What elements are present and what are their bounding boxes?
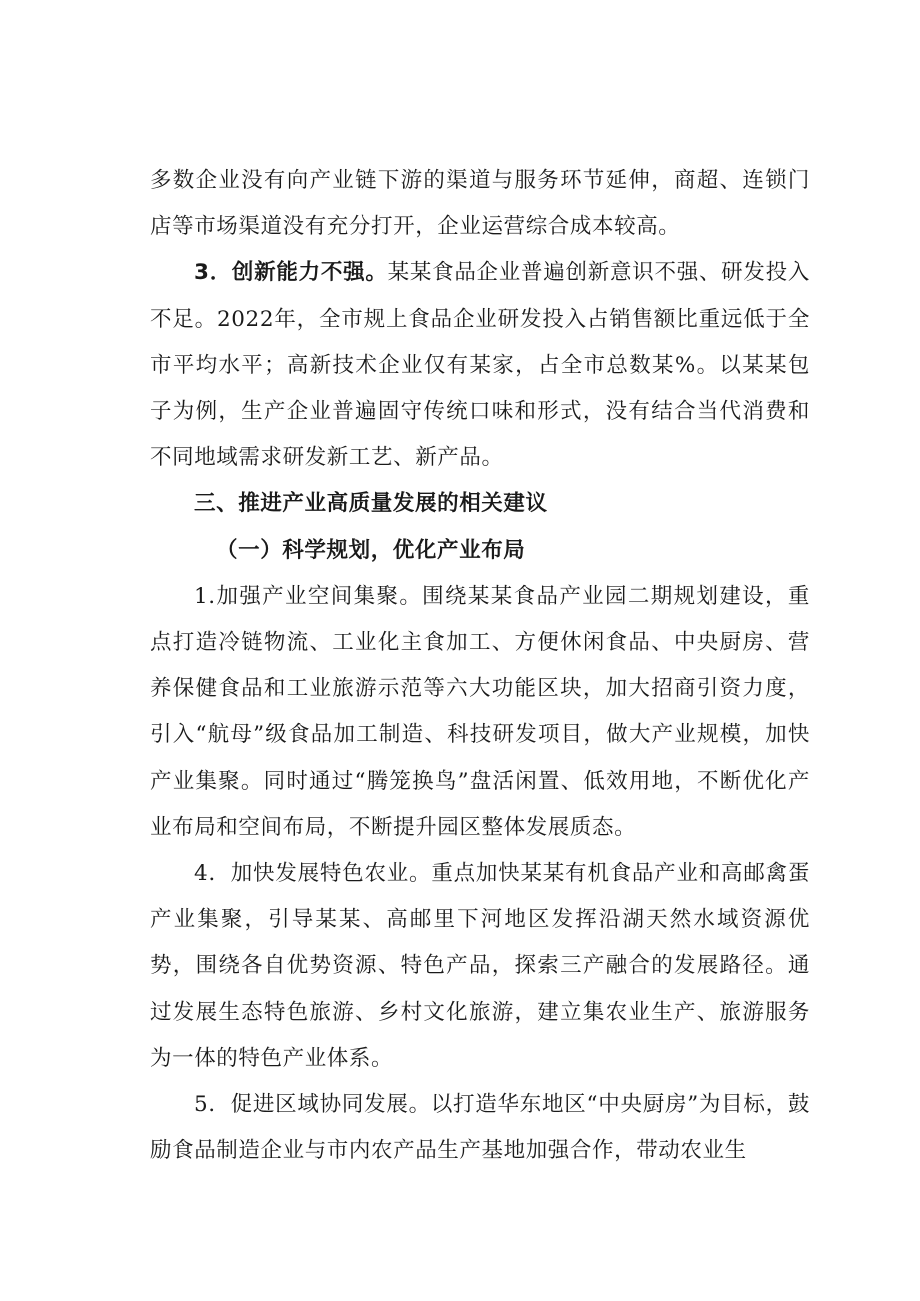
paragraph-channel-extension: 多数企业没有向产业链下游的渠道与服务环节延伸，商超、连锁门店等市场渠道没有充分打开，企业运营综合成本较高。	[150, 168, 810, 240]
paragraph-lead-innovation: 3．创新能力不强。	[194, 260, 388, 286]
section-heading: 三、推进产业高质量发展的相关建议	[194, 491, 548, 517]
paragraph-innovation-body: 某某食品企业普遍创新意识不强、研发投入不足。2022年，全市规上食品企业研发投入占销售额比重远低于全市平均水平；高新技术企业仅有某家，占全市总数某%。以某某包子为例，生产企业普遍固守传统口味和形式，没有结合当代消费和不同地域需求研发新工艺、新产品。	[150, 260, 810, 471]
paragraph-innovation	[150, 250, 810, 481]
paragraph-spatial-cluster: 1.加强产业空间集聚。围绕某某食品产业园二期规划建设，重点打造冷链物流、工业化主食加工、方便休闲食品、中央厨房、营养保健食品和工业旅游示范等六大功能区块，加大招商引资力度，引入“航母”级食品加工制造、科技研发项目，做大产业规模，加快产业集聚。同时通过“腾笼换鸟”盘活闲置、低效用地，不断优化产业布局和空间布局，不断提升园区整体发展质态。	[150, 583, 810, 840]
paragraph-special-agriculture: 4．加快发展特色农业。重点加快某某有机食品产业和高邮禽蛋产业集聚，引导某某、高邮里下河地区发挥沿湖天然水域资源优势，围绕各自优势资源、特色产品，探索三产融合的发展路径。通过发展生态特色旅游、乡村文化旅游，建立集农业生产、旅游服务为一体的特色产业体系。	[150, 861, 810, 1071]
subsection-heading: （一）科学规划，优化产业布局	[216, 537, 526, 563]
paragraph-regional-coordination: 5．促进区域协同发展。以打造华东地区“中央厨房”为目标，鼓励食品制造企业与市内农产品生产基地加强合作，带动农业生	[150, 1092, 810, 1164]
document-body	[150, 158, 810, 1174]
